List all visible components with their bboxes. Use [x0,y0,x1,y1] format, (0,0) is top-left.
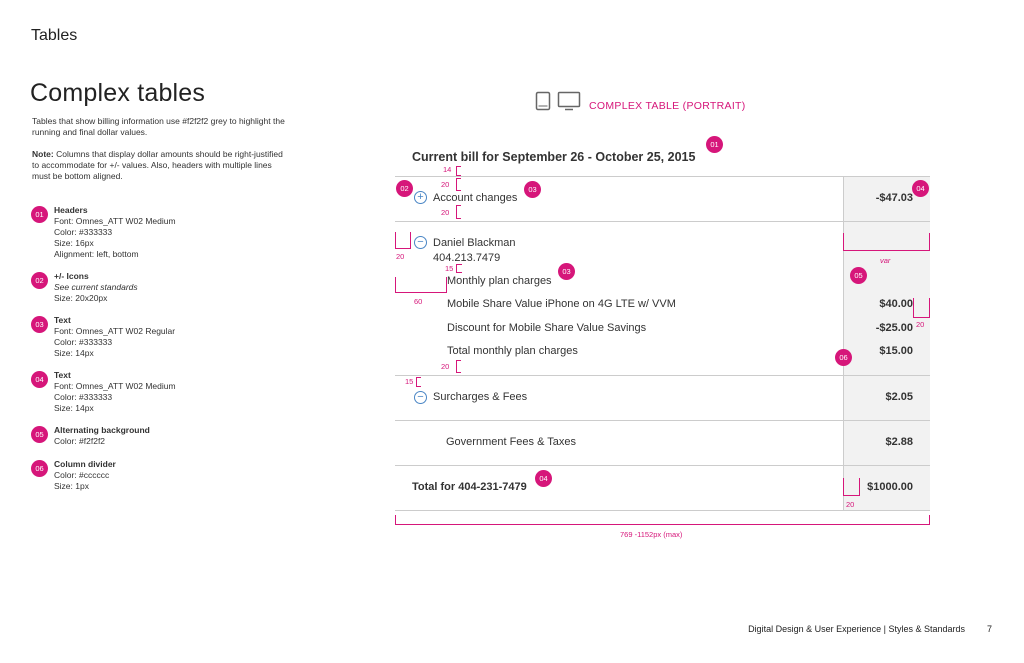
row-divider [395,420,930,421]
badge-03: 03 [524,181,541,198]
spec-line: Color: #cccccc [54,470,110,480]
spacing-label: 60 [414,297,423,306]
spacing-bracket [395,277,447,293]
badge-06: 06 [835,349,852,366]
badge-01: 01 [706,136,723,153]
row-divider [395,221,930,222]
spec-number: 02 [31,272,48,289]
spec-line: Font: Omnes_ATT W02 Regular [54,326,176,336]
spec-line: Color: #333333 [54,227,113,237]
spec-title: Column divider [54,459,116,469]
note-label: Note: [32,149,54,159]
spacing-label: 14 [443,165,452,174]
surcharges-label: Surcharges & Fees [433,391,528,403]
spec-line: See current standards [54,282,138,292]
spec-title: +/- Icons [54,271,89,281]
collapse-minus-icon[interactable]: − [414,236,427,249]
spacing-label: 20 [846,500,855,509]
line-item-amount: $15.00 [879,345,913,357]
spacing-bracket [395,232,411,249]
spec-line: Alignment: left, bottom [54,249,139,259]
page-heading: Complex tables [30,79,206,107]
complex-table-label: COMPLEX TABLE (PORTRAIT) [589,100,746,112]
spec-line: Font: Omnes_ATT W02 Medium [54,381,176,391]
spacing-bracket [456,205,461,219]
spec-icons [31,271,271,304]
account-holder-name: Daniel Blackman [433,237,516,249]
total-amount: $1000.00 [867,481,913,493]
row-divider [395,375,930,376]
spec-line: Size: 14px [54,403,94,413]
account-changes-amount: -$47.03 [875,192,913,204]
spec-text-regular [31,315,271,359]
line-item-label: Mobile Share Value iPhone on 4G LTE w/ VVM [447,298,676,310]
surcharges-amount: $2.05 [885,391,913,403]
spec-line: Font: Omnes_ATT W02 Medium [54,216,176,226]
table-header: Current bill for September 26 - October 25, 2015 [412,150,696,164]
note-paragraph [32,149,287,183]
line-item-label: Total monthly plan charges [447,345,578,357]
page-number: 7 [987,624,993,634]
spec-title: Alternating background [54,425,150,435]
spec-line: Color: #f2f2f2 [54,436,106,446]
spacing-label: 15 [405,377,414,386]
spec-line: Size: 16px [54,238,94,248]
spec-line: Color: #333333 [54,392,113,402]
spec-alternating-background [31,425,271,447]
line-item-amount: -$25.00 [875,322,913,334]
spacing-bracket [843,478,860,496]
spec-column-divider [31,459,271,492]
spacing-bracket [456,166,461,176]
spec-number: 05 [31,426,48,443]
spacing-bracket [456,360,461,373]
note-text: Columns that display dollar amounts should be right-justified to accommodate for +/- values. Also, headers with multiple lines must be bottom aligned. [32,149,283,182]
gov-fees-label: Government Fees & Taxes [446,436,577,448]
footer-text: Digital Design & User Experience | Styles & Standards [748,624,965,634]
spacing-label: 20 [441,362,450,371]
width-bracket [395,515,930,525]
spacing-bracket [416,377,421,387]
monitor-icon [557,91,583,111]
spacing-label: 20 [396,252,405,261]
spec-title: Text [54,315,71,325]
spacing-label: 20 [441,208,450,217]
spacing-label: var [880,256,891,265]
spec-title: Headers [54,205,88,215]
badge-03: 03 [558,263,575,280]
spec-line: Size: 14px [54,348,94,358]
spacing-bracket [456,178,461,191]
expand-plus-icon[interactable]: + [414,191,427,204]
spec-number: 04 [31,371,48,388]
spec-line: Size: 1px [54,481,89,491]
row-divider [395,176,930,177]
spec-text-medium [31,370,271,414]
collapse-minus-icon[interactable]: − [414,391,427,404]
spec-line: Size: 20x20px [54,293,108,303]
spec-headers [31,205,271,260]
line-item-label: Discount for Mobile Share Value Savings [447,322,647,334]
monthly-plan-label: Monthly plan charges [447,275,552,287]
spacing-bracket [456,264,462,273]
section-title: Tables [31,27,78,44]
intro-description: Tables that show billing information use #f2f2f2 grey to highlight the running and final dollar values. [32,116,285,138]
spec-title: Text [54,370,71,380]
spacing-bracket [913,298,930,318]
spacing-label: 20 [441,180,450,189]
spacing-label: 15 [445,264,454,273]
spacing-label: 20 [916,320,925,329]
spec-number: 01 [31,206,48,223]
amount-column-background [843,176,930,511]
badge-04: 04 [535,470,552,487]
row-divider [395,510,930,511]
spec-number: 03 [31,316,48,333]
gov-fees-amount: $2.88 [885,436,913,448]
account-changes-label: Account changes [433,192,518,204]
total-label: Total for 404-231-7479 [412,481,527,493]
spec-number: 06 [31,460,48,477]
badge-04: 04 [912,180,929,197]
badge-05: 05 [850,267,867,284]
account-phone: 404.213.7479 [433,252,501,264]
badge-02: 02 [396,180,413,197]
spec-line: Color: #333333 [54,337,113,347]
line-item-amount: $40.00 [879,298,913,310]
row-divider [395,465,930,466]
spacing-bracket [843,233,930,251]
width-label: 769 -1152px (max) [620,530,683,539]
